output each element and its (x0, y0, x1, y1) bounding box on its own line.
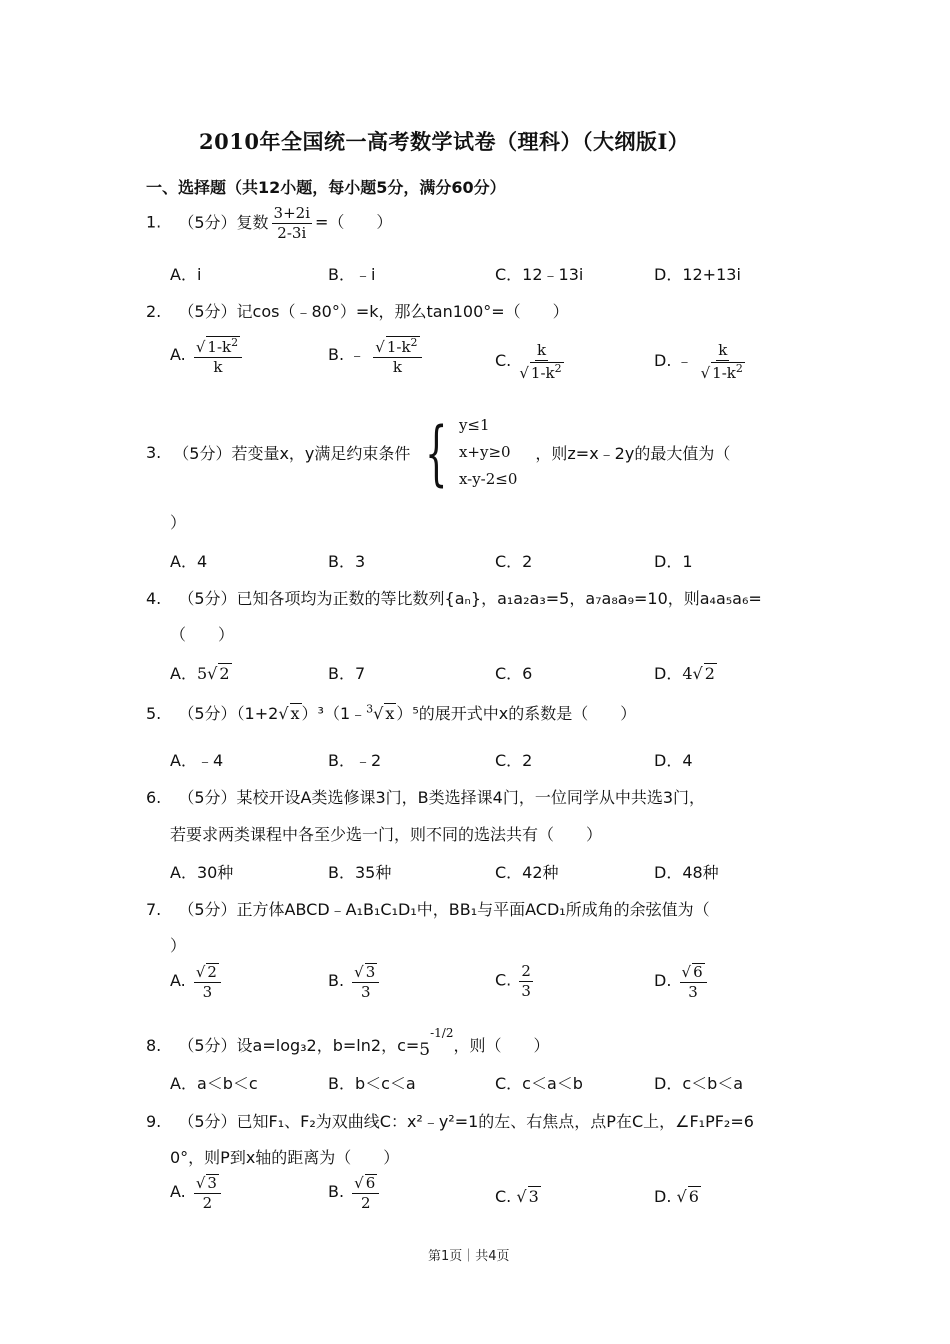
option-b[interactable]: B．﹣i (328, 265, 376, 284)
question-9-line2: 0°，则P到x轴的距离为（ ） (170, 1148, 400, 1167)
option-d[interactable]: D．4 (654, 751, 693, 770)
question-text: （5分）设a=log₃2，b=ln2，c= (178, 1036, 420, 1055)
option-c[interactable]: C．2 (495, 552, 533, 571)
option-d[interactable]: D．12+13i (654, 265, 741, 284)
question-number: 4. (146, 589, 162, 608)
question-number: 7. (146, 900, 162, 919)
question-number: 8. (146, 1036, 162, 1055)
question-text: （5分）若变量x，y满足约束条件 (173, 444, 411, 463)
question-text: （5分）记cos（﹣80°）=k，那么tan100°=（ ） (178, 302, 569, 321)
option-c[interactable]: C．12﹣13i (495, 265, 584, 284)
option-d[interactable]: D．48种 (654, 863, 719, 882)
question-4-line2: （ ） (170, 625, 235, 644)
question-3-close: ） (170, 513, 187, 532)
option-b[interactable]: B. $\frac{√ 3}{3}$ (328, 963, 382, 1000)
question-tail: =（ ） (315, 212, 393, 232)
option-a[interactable]: A．4 (170, 552, 208, 571)
constraint-system: { y≤1 x+y≥0 x-y-2≤0 (425, 411, 518, 494)
question-text: （5分）某校开设A类选修课3门，B类选择课4门，一位同学从中共选3门， (178, 788, 706, 807)
question-number: 1. (146, 212, 162, 232)
question-text: （5分）已知F₁、F₂为双曲线C：x²﹣y²=1的左、右焦点，点P在C上，∠F₁PF₂=6 (178, 1112, 754, 1131)
section-heading: 一、选择题（共12小题，每小题5分，满分60分） (146, 178, 506, 197)
option-b[interactable]: B．b＜c＜a (328, 1074, 416, 1093)
option-a[interactable]: A．a＜b＜c (170, 1074, 258, 1093)
option-b[interactable]: B．3 (328, 552, 366, 571)
option-d[interactable]: D. ﹣ $\frac{k}{√ 1-k^2}$ (654, 341, 743, 382)
question-number: 2. (146, 302, 162, 321)
question-text: （5分）正方体ABCD﹣A₁B₁C₁D₁中，BB₁与平面ACD₁所成角的余弦值为（ (178, 900, 710, 919)
question-1 (146, 205, 392, 241)
option-a[interactable]: A. $\frac{√ 2}{3}$ (170, 963, 224, 1000)
option-b[interactable]: B．7 (328, 664, 366, 683)
option-b[interactable]: B．35种 (328, 863, 392, 882)
question-text: （5分）已知各项均为正数的等比数列{aₙ}，a₁a₂a₃=5，a₇a₈a₉=10，则a₄a₅a₆= (178, 589, 762, 608)
question-text: （5分）复数 (178, 212, 269, 232)
question-number: 3. (146, 443, 162, 462)
option-a[interactable]: A．30种 (170, 863, 234, 882)
question-6 (146, 785, 705, 808)
option-c[interactable]: C．42种 (495, 863, 559, 882)
option-c[interactable]: C. √ 3 (495, 1187, 539, 1206)
option-a[interactable]: A．5√ 2 (170, 664, 230, 683)
question-4 (146, 586, 762, 609)
option-b[interactable]: B．﹣2 (328, 751, 382, 770)
option-a[interactable]: A．i (170, 265, 202, 284)
question-8: 8. （5分）设a=log₃2，b=ln2，$c=5^{-1/2}$，则（ ） (146, 1025, 550, 1060)
option-d[interactable]: D．c＜b＜a (654, 1074, 744, 1093)
question-number: 5. (146, 704, 162, 723)
option-a[interactable]: A. $\frac{√ 3}{2}$ (170, 1174, 224, 1211)
question-6-line2: 若要求两类课程中各至少选一门，则不同的选法共有（ ） (170, 825, 603, 844)
question-9 (146, 1109, 754, 1132)
option-d[interactable]: D．4√ 2 (654, 664, 715, 683)
question-7 (146, 897, 710, 920)
option-c[interactable]: C．6 (495, 664, 533, 683)
option-c[interactable]: C. $\frac{k}{√ 1-k^2}$ (495, 341, 562, 382)
option-d[interactable]: D. $\frac{√ 6}{3}$ (654, 963, 710, 1000)
option-d[interactable]: D. √ 6 (654, 1187, 699, 1206)
question-5: 5. （5分）（1+2√ x ）³（1﹣$^3$√ x ）⁵的展开式中x的系数是（ ） (146, 702, 637, 723)
question-tail: ，则z=x﹣2y的最大值为（ (535, 444, 731, 463)
option-c[interactable]: C．c＜a＜b (495, 1074, 583, 1093)
option-a[interactable]: A. $\frac{√ 1-k^2}{k}$ (170, 336, 245, 375)
option-d[interactable]: D．1 (654, 552, 693, 571)
option-c[interactable]: C. $\frac{2}{3}$ (495, 962, 531, 1000)
option-c[interactable]: C．2 (495, 751, 533, 770)
question-number: 9. (146, 1112, 162, 1131)
question-2 (146, 299, 569, 322)
fraction: $\frac{3+2i}{2-3i}$ (273, 204, 310, 242)
option-b[interactable]: B. ﹣ $\frac{√ 1-k^2}{k}$ (328, 336, 425, 375)
page-title: 2010年全国统一高考数学试卷（理科）（大纲版Ⅰ） (199, 129, 690, 154)
question-7-close: ） (170, 936, 187, 955)
option-a[interactable]: A．﹣4 (170, 751, 224, 770)
question-number: 6. (146, 788, 162, 807)
question-3 (146, 412, 730, 493)
option-b[interactable]: B. $\frac{√ 6}{2}$ (328, 1174, 382, 1211)
page-footer: 第1页｜共4页 (428, 1249, 510, 1264)
